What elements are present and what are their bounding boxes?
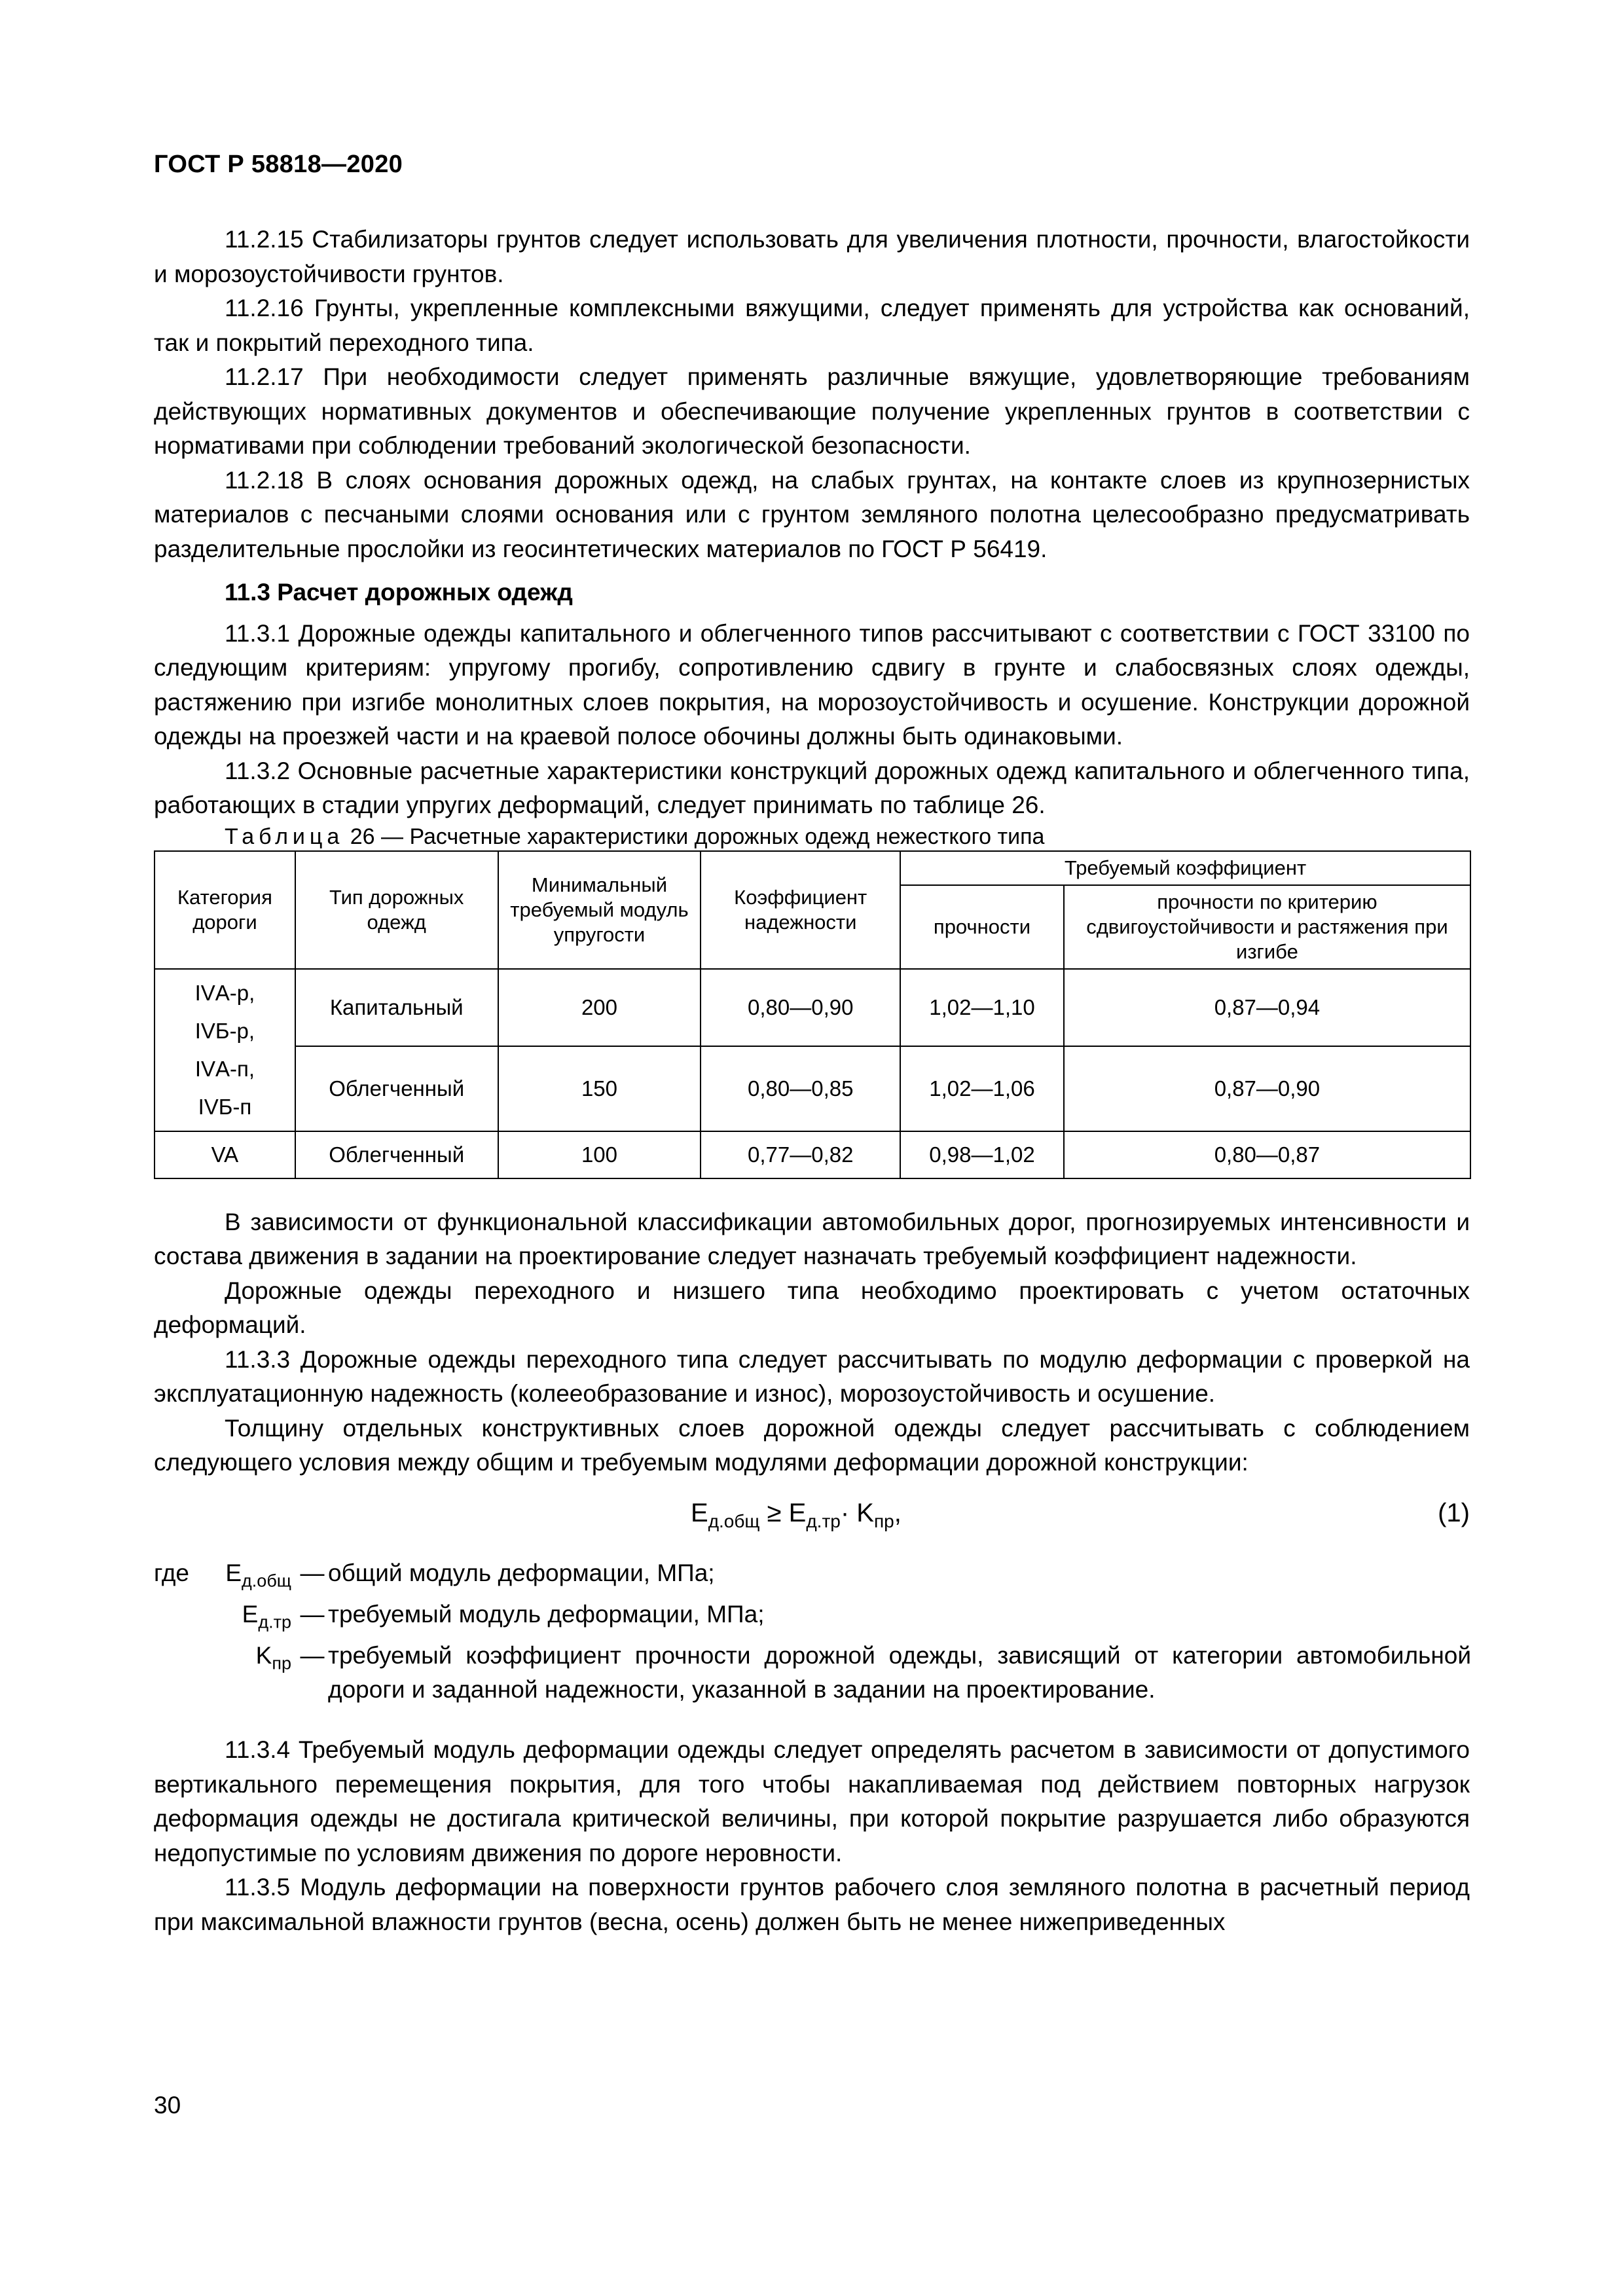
criteria-cell: 0,80—0,87: [1064, 1131, 1470, 1178]
where-label: где: [154, 1559, 190, 1586]
modulus-cell: 100: [498, 1131, 701, 1178]
header-strength-criteria: прочности по критерию сдвигоустойчивости и растяжения при изгибе: [1064, 885, 1470, 969]
page-number: 30: [154, 2092, 181, 2119]
definitions-list: [154, 1556, 1471, 1707]
definition-symbol: $K_{пр}$: [255, 1642, 291, 1673]
category-cell-group: [155, 969, 295, 1131]
document-header: ГОСТ Р 58818—2020: [154, 151, 403, 178]
modulus-cell: 150: [498, 1046, 701, 1131]
paragraph-11-2-16: 11.2.16 Грунты, укрепленные комплексными вяжущими, следует применять для устройства как оснований, так и покрытий переходного типа.: [154, 295, 1470, 356]
paragraph-11-3-4: 11.3.4 Требуемый модуль деформации одежды следует определять расчетом в зависимости от допустимого вертикального перемещения покрытия, для того чтобы накапливаемая под действием повторных нагрузок деформация одежды не достигала критической величины, при которой покрытие разрушается либо образуются недопустимые по условиям движения по дороге неровности.: [154, 1736, 1470, 1867]
criteria-cell: 0,87—0,94: [1064, 969, 1470, 1046]
page-content: [154, 223, 1470, 1939]
paragraph-11-2-17: 11.2.17 При необходимости следует применять различные вяжущие, удовлетворяющие требованиям действующих нормативных документов и обеспечивающие получение укрепленных грунтов в соответствии с нормативами при соблюдении требований экологической безопасности.: [154, 363, 1470, 459]
header-modulus: Минимальный требуемый модуль упругости: [498, 851, 701, 969]
category-line: IVБ-п: [198, 1094, 252, 1119]
header-type: Тип дорожных одежд: [295, 851, 498, 969]
type-cell: Облегченный: [295, 1131, 498, 1178]
category-cell: VA: [155, 1131, 295, 1178]
definition-symbol: $Е_{д.общ}$: [225, 1559, 291, 1590]
criteria-cell: 0,87—0,90: [1064, 1046, 1470, 1131]
table-caption: [154, 823, 1470, 850]
paragraph-11-3-1: 11.3.1 Дорожные одежды капитального и облегченного типов рассчитывают с соответствии с ГОСТ 33100 по следующим критериям: упругому прогибу, сопротивлению сдвигу в грунте и слабосвязных слоях одежды, растяжению при изгибе монолитных слоев покрытия, на морозоустойчивость и осушение. Конструкции дорожной одежды на проезжей части и на краевой полосе обочины должны быть одинаковыми.: [154, 619, 1470, 750]
table-row: [155, 1046, 1470, 1131]
type-cell: Облегченный: [295, 1046, 498, 1131]
table-caption-label: Таблица: [225, 824, 344, 849]
formula-number: (1): [1438, 1498, 1470, 1527]
category-line: IVА-п,: [194, 1056, 255, 1081]
definition-symbol: $Е_{д.тр}$: [242, 1600, 291, 1632]
definition-item: где $Е_{д.общ}$ — общий модуль деформации, МПа;: [154, 1556, 1471, 1597]
header-strength: прочности: [900, 885, 1064, 969]
reliability-cell: 0,80—0,85: [701, 1046, 900, 1131]
paragraph-11-3-3: 11.3.3 Дорожные одежды переходного типа следует рассчитывать по модулю деформации с проверкой на эксплуатационную надежность (колееобразование и износ), морозоустойчивость и осушение.: [154, 1345, 1470, 1407]
definition-item: $K_{пр}$ — требуемый коэффициент прочности дорожной одежды, зависящий от категории автомобильной дороги и заданной надежности, указанной в задании на проектирование.: [154, 1639, 1471, 1707]
modulus-cell: 200: [498, 969, 701, 1046]
formula-row: [154, 1489, 1470, 1548]
strength-cell: 1,02—1,10: [900, 969, 1064, 1046]
paragraph-11-3-5: 11.3.5 Модуль деформации на поверхности грунтов рабочего слоя земляного полотна в расчетный период при максимальной влажности грунтов (весна, осень) должен быть не менее нижеприведенных: [154, 1874, 1470, 1935]
reliability-cell: 0,80—0,90: [701, 969, 900, 1046]
strength-cell: 1,02—1,06: [900, 1046, 1064, 1131]
definition-text: требуемый модуль деформации, МПа;: [328, 1600, 765, 1628]
paragraph-thickness: Толщину отдельных конструктивных слоев дорожной одежды следует рассчитывать с соблюдением следующего условия между общим и требуемым модулями деформации дорожной конструкции:: [154, 1414, 1470, 1476]
header-category: Категория дороги: [155, 851, 295, 969]
table-row: [155, 969, 1470, 1046]
paragraph-11-3-2: 11.3.2 Основные расчетные характеристики конструкций дорожных одежд капитального и облегченного типа, работающих в стадии упругих деформаций, следует принимать по таблице 26.: [154, 757, 1470, 818]
category-line: IVБ-р,: [194, 1018, 255, 1043]
reliability-cell: 0,77—0,82: [701, 1131, 900, 1178]
definition-text: общий модуль деформации, МПа;: [328, 1559, 715, 1586]
characteristics-table: [154, 850, 1471, 1179]
header-reliability: Коэффициент надежности: [701, 851, 900, 969]
paragraph-11-2-18: 11.2.18 В слоях основания дорожных одежд, на слабых грунтах, на контакте слоев из крупнозернистых материалов с песчаными слоями основания или с грунтом земляного полотна целесообразно предусматривать разделительные прослойки из геосинтетических материалов по ГОСТ Р 56419.: [154, 466, 1470, 562]
type-cell: Капитальный: [295, 969, 498, 1046]
category-line: IVА-р,: [194, 980, 255, 1005]
formula: $Е_{д.общ} \ge Е_{д.тр}\cdot K_{пр}$,: [691, 1498, 902, 1531]
table-row: [155, 1131, 1470, 1178]
definition-text: требуемый коэффициент прочности дорожной одежды, зависящий от категории автомобильной дороги и заданной надежности, указанной в задании на проектирование.: [328, 1642, 1471, 1704]
paragraph-11-2-15: 11.2.15 Стабилизаторы грунтов следует использовать для увеличения плотности, прочности, влагостойкости и морозоустойчивости грунтов.: [154, 226, 1470, 287]
section-heading: 11.3 Расчет дорожных одежд: [225, 579, 573, 606]
paragraph-reliability: В зависимости от функциональной классификации автомобильных дорог, прогнозируемых интенсивности и состава движения в задании на проектирование следует назначать требуемый коэффициент надежности.: [154, 1208, 1470, 1269]
table-caption-title: 26 — Расчетные характеристики дорожных одежд нежесткого типа: [344, 824, 1045, 849]
definition-item: $Е_{д.тр}$ — требуемый модуль деформации, МПа;: [154, 1597, 1471, 1639]
header-required-group: Требуемый коэффициент: [900, 851, 1470, 885]
strength-cell: 0,98—1,02: [900, 1131, 1064, 1178]
paragraph-transitional: Дорожные одежды переходного и низшего типа необходимо проектировать с учетом остаточных деформаций.: [154, 1277, 1470, 1338]
